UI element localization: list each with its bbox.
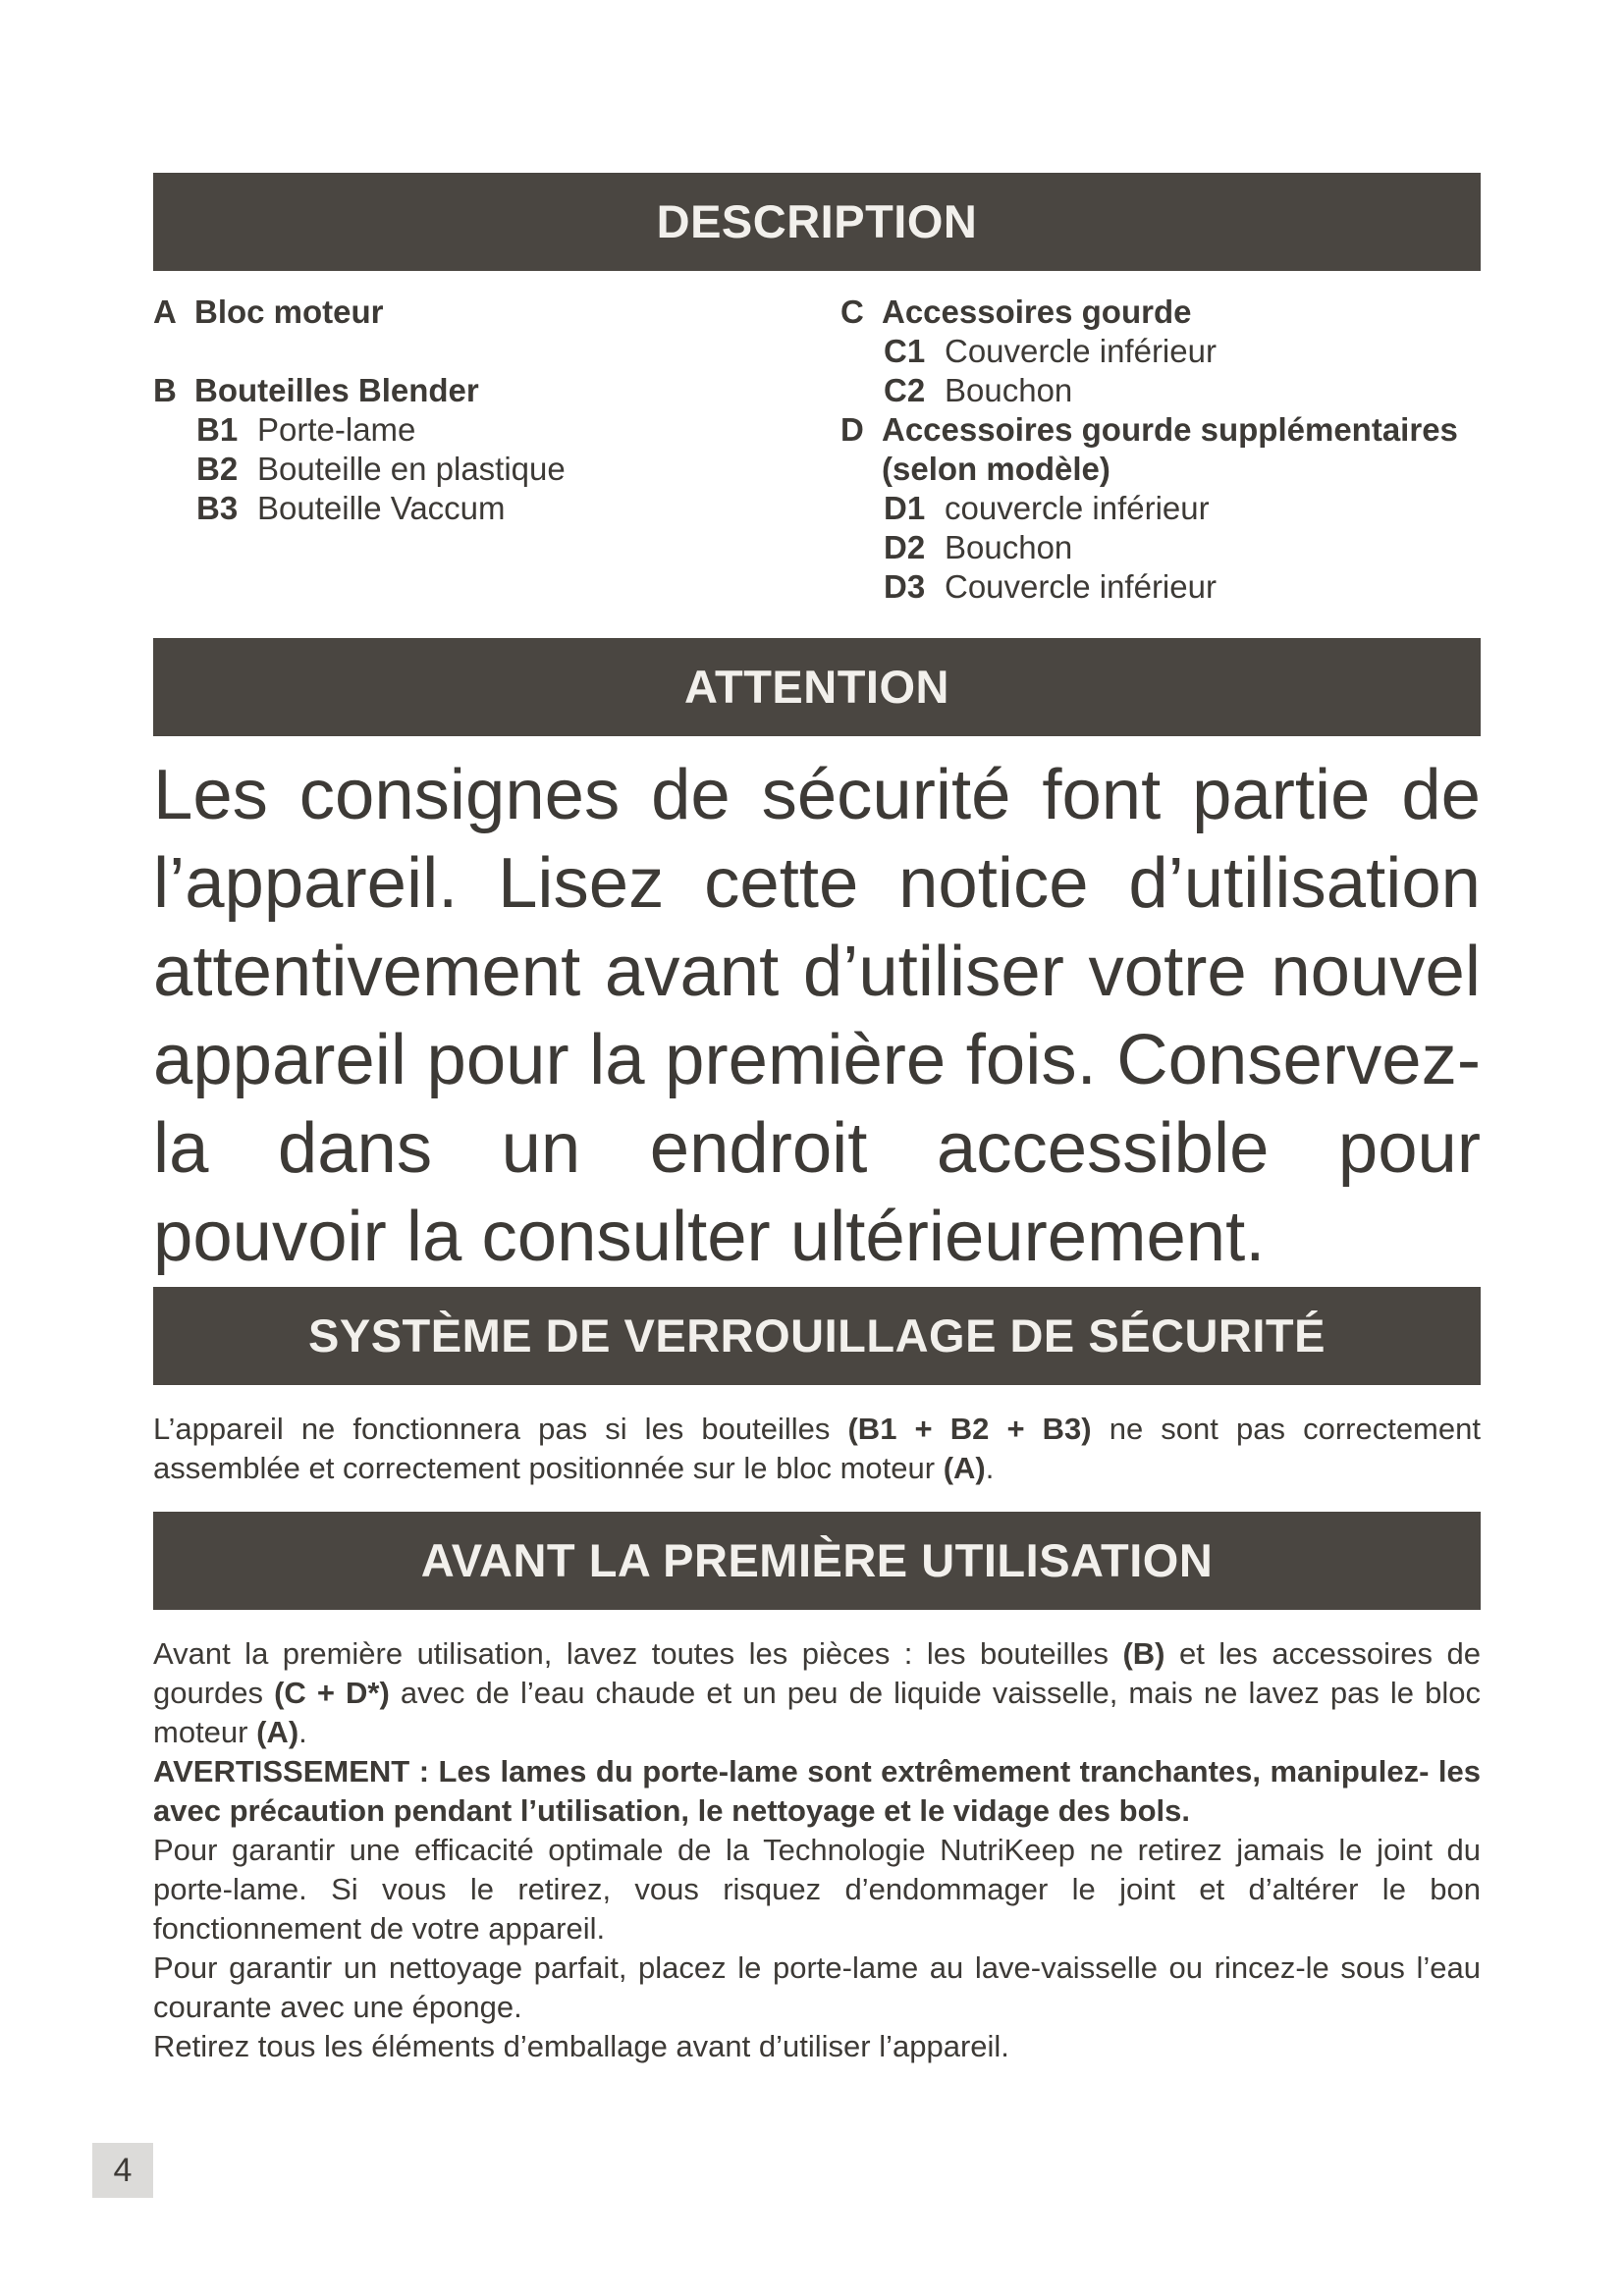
description-item (153, 293, 782, 332)
description-item-label: (selon modèle) (882, 451, 1110, 487)
description-item (153, 371, 782, 410)
description-item-label: Couvercle inférieur (945, 568, 1217, 605)
description-item-label: Bouchon (945, 529, 1073, 565)
description-item-key: B3 (196, 490, 239, 526)
description-item-key: B1 (196, 411, 239, 448)
description-item-key: D3 (884, 568, 926, 605)
description-item-key: D2 (884, 529, 926, 565)
description-item-label: Accessoires gourde supplémentaires (882, 411, 1458, 448)
description-item-key: D1 (884, 490, 926, 526)
description-right-column (840, 293, 1489, 607)
description-header: DESCRIPTION (153, 173, 1481, 271)
description-item (840, 489, 1489, 528)
description-item-label: Bouteille Vaccum (257, 490, 506, 526)
description-item-label: Bloc moteur (194, 294, 384, 330)
safety-lock-text: L’appareil ne fonctionnera pas si les bouteilles (B1 + B2 + B3) ne sont pas correctement assemblée et correctement positionnée sur le bloc moteur (A). (153, 1412, 1481, 1485)
description-item (153, 410, 782, 450)
first-use-paragraph-3: Pour garantir un nettoyage parfait, placez le porte-lame au lave-vaisselle ou rincez-le sous l’eau courante avec une éponge. (153, 1950, 1481, 2024)
description-item-label: couvercle inférieur (945, 490, 1210, 526)
description-item-key: C1 (884, 333, 926, 369)
description-item (840, 332, 1489, 371)
attention-text: Les consignes de sécurité font partie de l’appareil. Lisez cette notice d’utilisation attentivement avant d’utiliser votre nouvel appareil pour la première fois. Conservez-la dans un endroit accessible pour pouvoir la consulter ultérieurement. (153, 755, 1481, 1276)
description-item (840, 293, 1489, 332)
safety-lock-header: SYSTÈME DE VERROUILLAGE DE SÉCURITÉ (153, 1287, 1481, 1385)
description-item-label: Accessoires gourde (882, 294, 1192, 330)
description-item (840, 371, 1489, 410)
description-item-key: A (153, 294, 177, 330)
description-item (840, 528, 1489, 567)
attention-header: ATTENTION (153, 638, 1481, 736)
description-item-label: Bouteille en plastique (257, 451, 566, 487)
first-use-paragraph-4: Retirez tous les éléments d’emballage avant d’utiliser l’appareil. (153, 2029, 1009, 2063)
warning-text: AVERTISSEMENT : Les lames du porte-lame sont extrêmement tranchantes, manipulez- les avec précaution pendant l’utilisation, le nettoyage et le vidage des bols. (153, 1754, 1481, 1828)
description-item-label: Bouteilles Blender (194, 372, 479, 408)
description-item (840, 567, 1489, 607)
description-item (840, 450, 1489, 489)
page-number: 4 (92, 2143, 153, 2198)
description-item (840, 410, 1489, 450)
description-item-key: C (840, 294, 864, 330)
description-item-label: Porte-lame (257, 411, 416, 448)
description-item-key: B (153, 372, 177, 408)
description-item (153, 489, 782, 528)
first-use-paragraph-1: Avant la première utilisation, lavez toutes les pièces : les bouteilles (B) et les accessoires de gourdes (C + D*) avec de l’eau chaude et un peu de liquide vaisselle, mais ne lavez pas le bloc moteur (A). (153, 1636, 1481, 1749)
description-item-key: D (840, 411, 864, 448)
description-left-column (153, 293, 782, 528)
description-item-key: B2 (196, 451, 239, 487)
description-item-label: Bouchon (945, 372, 1073, 408)
spacer (153, 332, 782, 371)
description-item (153, 450, 782, 489)
first-use-text (153, 1634, 1481, 2066)
description-item-key: C2 (884, 372, 926, 408)
first-use-header: AVANT LA PREMIÈRE UTILISATION (153, 1512, 1481, 1610)
description-item-label: Couvercle inférieur (945, 333, 1217, 369)
first-use-paragraph-2: Pour garantir une efficacité optimale de la Technologie NutriKeep ne retirez jamais le joint du porte-lame. Si vous le retirez, vous risquez d’endommager le joint et d’altérer le bon fonctionnement de votre appareil. (153, 1833, 1481, 1946)
